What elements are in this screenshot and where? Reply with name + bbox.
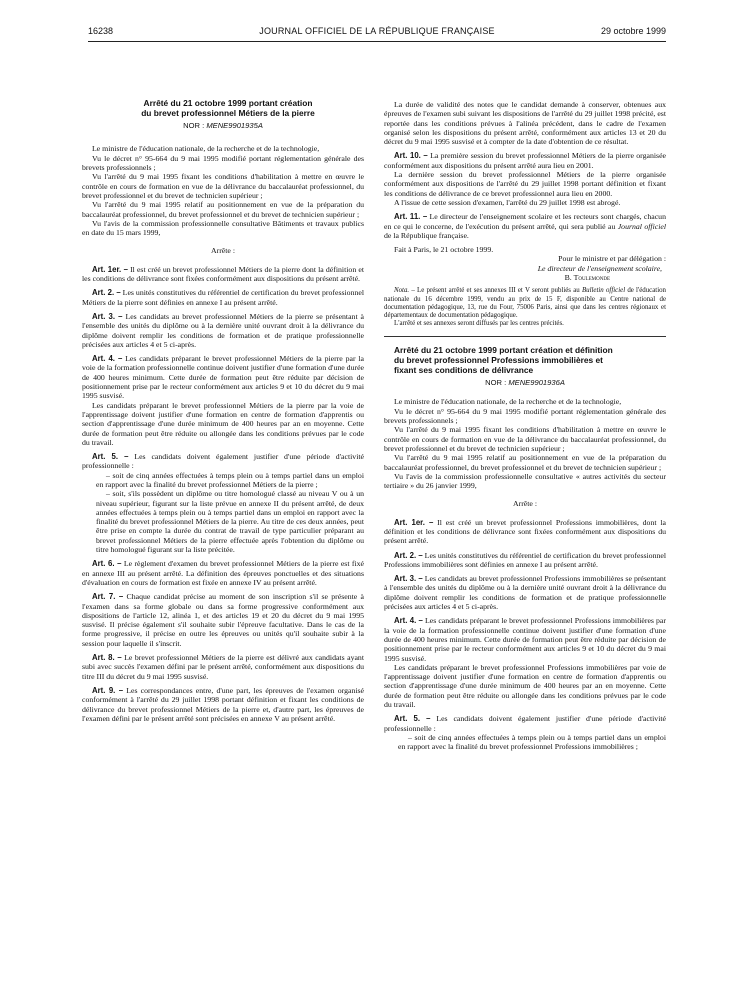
journal-title: JOURNAL OFFICIEL DE LA RÉPUBLIQUE FRANÇAISE (259, 26, 495, 36)
preamble-paragraph: Vu l'arrêté du 9 mai 1995 relatif au positionnement en vue de la préparation du baccalauréat professionnel, du brevet professionnel et du brevet de technicien supérieur ; (384, 453, 666, 472)
article-label: Art. 5. – (394, 714, 431, 724)
body-paragraph: Les candidats préparant le brevet professionnel Professions immobilières par voie de l'apprentissage doivent justifier d'une formation en centre de formation d'apprentis ou section d'apprentissage d'une durée minimum de 400 heures par an en moyenne. Cette durée de formation peut être réduite ou allongée dans les conditions prévues par le code du travail. (384, 662, 666, 710)
preamble-paragraph: Vu le décret n° 95-664 du 9 mai 1995 modifié portant réglementation générale des brevets professionnels ; (384, 406, 666, 426)
article-label: Art. 3. – (92, 311, 123, 321)
article-paragraph: Art. 6. – Le règlement d'examen du brevet professionnel Métiers de la pierre est fixé en annexe III au présent arrêté. La définition des épreuves ponctuelles et des situations d'évaluation en cours de formation est fixée en annexe IV au présent arrêté. (82, 559, 364, 587)
article-paragraph: Art. 11. – Le directeur de l'enseignement scolaire et les recteurs sont chargés, chacun en ce qui le concerne, de l'exécution du présent arrêté, qui sera publié au Journal officiel de la République française. (384, 212, 666, 240)
journal-officiel-ref: Journal officiel (617, 221, 666, 231)
article-label: Art. 4. – (394, 616, 423, 626)
section-divider (384, 336, 666, 337)
right-column (384, 100, 666, 752)
body-paragraph: La dernière session du brevet professionnel Métiers de la pierre organisée conformément aux dispositions de l'arrêté du 29 juillet 1998 portant définition et fixant les conditions de délivrance de ce brevet professionnel aura lieu en 2000. (384, 170, 666, 198)
place-date: Fait à Paris, le 21 octobre 1999. (394, 245, 494, 255)
decree-title-line: fixant ses conditions de délivrance (394, 364, 534, 375)
preamble-paragraph: Le ministre de l'éducation nationale, de la recherche et de la technologie, (92, 144, 320, 154)
article-paragraph: Art. 5. – Les candidats doivent également justifier d'une période d'activité professionnelle : (384, 714, 666, 733)
arrete-heading: Arrête : (210, 246, 236, 256)
article-paragraph: Art. 1er. – Il est créé un brevet professionnel Métiers de la pierre dont la définition et les conditions de délivrance sont fixées conformément aux dispositions du présent arrêté. (82, 264, 364, 284)
header-rule (88, 41, 666, 42)
dash-item: – soit de cinq années effectuées à temps plein ou à temps partiel dans un emploi en rapport avec la finalité du brevet professionnel Professions immobilières ; (398, 732, 666, 752)
body-paragraph: A l'issue de cette session d'examen, l'arrêté du 29 juillet 1998 est abrogé. (394, 197, 621, 207)
article-paragraph: Art. 5. – Les candidats doivent également justifier d'une période d'activité professionnelle : (82, 452, 364, 471)
preamble-paragraph: Le ministre de l'éducation nationale, de la recherche et de la technologie, (394, 397, 622, 407)
article-label: Art. 6. – (92, 559, 122, 569)
article-paragraph: Art. 2. – Les unités constitutives du référentiel de certification du brevet professionnel Professions immobilières sont définies en annexe I au présent arrêté. (384, 550, 666, 569)
nota-paragraph: L'arrêté et ses annexes seront diffusés par les centres précités. (394, 320, 564, 328)
article-paragraph: Art. 4. – Les candidats préparant le brevet professionnel Métiers de la pierre par la voie de la formation professionnelle continue doivent justifier d'une formation d'une durée de 400 heures minimum. Cette durée de formation peut être réduite par décision de positionnement prise par le recteur conformément aux articles 9 et 10 du décret du 9 mai 1995 susvisé. (82, 354, 364, 401)
signature-delegation: Pour le ministre et par délégation : (558, 254, 666, 264)
preamble-paragraph: Vu le décret n° 95-664 du 9 mai 1995 modifié portant réglementation générale des brevets professionnels ; (82, 153, 364, 173)
preamble-paragraph: Vu l'avis de la commission professionnelle consultative « autres activités du secteur tertiaire » du 26 janvier 1999, (384, 471, 666, 491)
article-label: Art. 2. – (394, 550, 423, 560)
nota-paragraph: Nota. – Le présent arrêté et ses annexes III et V seront publiés au Bulletin officiel de l'éducation nationale du 16 décembre 1999, vendu au prix de 15 F, disponible au Centre national de documentation pédagogique, 13, rue du Four, 75006 Paris, ainsi que dans les centres régionaux et départementaux de documentation pédagogique. (384, 287, 666, 319)
article-paragraph: Art. 2. – Les unités constitutives du référentiel de certification du brevet professionnel Métiers de la pierre sont définies en annexe I au présent arrêté. (82, 288, 364, 307)
dash-item: – soit, s'ils possèdent un diplôme ou titre homologué classé au niveau V ou à un niveau supérieur, figurant sur la liste prévue en annexe II du présent arrêté, de deux années effectuées à temps plein ou à temps partiel dans un emploi en rapport avec la finalité du brevet professionnel Métiers de la pierre. Au titre de ces deux années, peut être prise en compte la durée du contrat de travail de type particulier préparant au brevet professionnel Métiers de la pierre effectuée après l'obtention du diplôme ou titre homologué figurant sur la liste précitée. (96, 489, 364, 555)
article-label: Art. 2. – (92, 288, 121, 298)
decree-title-line: du brevet professionnel Professions immobilières et (394, 354, 603, 365)
page-header (88, 26, 666, 40)
signature-name: B. Toulemonde (564, 273, 610, 283)
article-label: Art. 4. – (92, 354, 123, 364)
signature-title: Le directeur de l'enseignement scolaire, (537, 263, 662, 273)
dash-item: – soit de cinq années effectuées à temps plein ou à temps partiel dans un emploi en rapport avec la finalité du brevet professionnel Métiers de la pierre ; (96, 470, 364, 489)
article-paragraph: Art. 8. – Le brevet professionnel Métiers de la pierre est délivré aux candidats ayant subi avec succès l'examen défini par le présent arrêté, conformément aux dispositions du titre III du décret du 9 mai 1995 susvisé. (82, 653, 364, 681)
article-label: Art. 1er. – (92, 264, 128, 274)
article-paragraph: Art. 10. – La première session du brevet professionnel Métiers de la pierre organisée conformément aux dispositions du présent arrêté aura lieu en 2001. (384, 151, 666, 170)
decree-title-line: Arrêté du 21 octobre 1999 portant création (143, 98, 313, 108)
issue-date: 29 octobre 1999 (600, 26, 666, 36)
article-paragraph: Art. 1er. – Il est créé un brevet professionnel Professions immobilières, dont la définition et les conditions de délivrance sont fixées conformément aux dispositions du présent arrêté. (384, 517, 666, 546)
article-label: Art. 10. – (394, 151, 428, 161)
article-paragraph: Art. 3. – Les candidats au brevet professionnel Professions immobilières se présentant à l'ensemble des unités du diplôme ou à la dernière unité ouvrant droit à la délivrance du diplôme doivent remplir les conditions de formation et de pratique professionnelle précisées aux articles 4 et 5 ci-après. (384, 574, 666, 612)
article-label: Art. 9. – (92, 685, 124, 695)
preamble-paragraph: Vu l'arrêté du 9 mai 1995 fixant les conditions d'habilitation à mettre en œuvre le contrôle en cours de formation en vue de la délivrance du baccalauréat professionnel, du brevet professionnel et du brevet de technicien supérieur ; (82, 172, 364, 200)
article-paragraph: Art. 4. – Les candidats préparant le brevet professionnel Professions immobilières par la voie de la formation professionnelle continue doivent justifier d'une formation d'une durée de 400 heures minimum. Cette durée de formation peut être réduite par décision de positionnement prise par le recteur conformément aux articles 9 et 10 du décret du 9 mai 1995 susvisé. (384, 616, 666, 663)
nota-label: Nota. (394, 287, 410, 295)
body-paragraph: Les candidats préparant le brevet professionnel Métiers de la pierre par la voie de l'apprentissage doivent justifier d'une formation en centre de formation d'apprentis ou section d'apprentissage d'une durée minimum de 400 heures par an en moyenne. Cette durée de formation peut être réduite ou allongée dans les conditions prévues par le code du travail. (82, 400, 364, 447)
bulletin-officiel-ref: Bulletin officiel (581, 287, 626, 295)
article-label: Art. 11. – (394, 212, 428, 222)
article-label: Art. 1er. – (394, 517, 434, 527)
nor-reference: NOR : MENE9901935A (183, 121, 263, 131)
decree-title-line: du brevet professionnel Métiers de la pierre (141, 107, 315, 118)
article-paragraph: Art. 3. – Les candidats au brevet professionnel Métiers de la pierre se présentant à l'ensemble des unités du diplôme ou à la dernière unité ouvrant droit à la délivrance du diplôme doivent remplir les conditions de formation et de pratique professionnelle précisées aux articles 4 et 5 ci-après. (82, 311, 364, 349)
arrete-heading: Arrête : (512, 499, 538, 509)
article-paragraph: Art. 9. – Les correspondances entre, d'une part, les épreuves de l'examen organisé conformément à l'arrêté du 29 juillet 1998 portant définition et fixant les conditions de délivrance du brevet professionnel Métiers de la pierre et, d'autre part, les épreuves de l'examen défini par le présent arrêté sont précisées en annexe V au présent arrêté. (82, 685, 364, 723)
article-paragraph: Art. 7. – Chaque candidat précise au moment de son inscription s'il se présente à l'examen dans sa forme globale ou dans sa forme progressive conformément aux dispositions de l'article 12, alinéa 1, et des articles 19 et 20 du décret du 9 mai 1995 susvisé. Il précise également s'il souhaite subir l'épreuve facultative. Dans le cas de la forme progressive, il précise en outre les épreuves ou unités qu'il souhaite subir à la session pour laquelle il s'inscrit. (82, 592, 364, 648)
decree-title-line: Arrêté du 21 octobre 1999 portant création et définition (394, 345, 613, 356)
article-label: Art. 8. – (92, 653, 122, 663)
body-paragraph: La durée de validité des notes que le candidat demande à conserver, obtenues aux épreuves de l'examen subi suivant les dispositions de l'arrêté du 29 juillet 1998 précité, est reportée dans les conditions prévues à l'alinéa précédent, dans le cadre de l'examen organisé selon les dispositions du présent arrêté, conformément aux articles 13 et 20 du décret du 9 mai 1995 susvisé et à compter de la date d'obtention de ce résultat. (384, 100, 666, 147)
page-number: 16238 (88, 26, 114, 36)
article-label: Art. 7. – (92, 592, 124, 602)
preamble-paragraph: Vu l'arrêté du 9 mai 1995 fixant les conditions d'habilitation à mettre en œuvre le contrôle en cours de formation en vue de la délivrance du baccalauréat professionnel, du brevet professionnel et du brevet de technicien supérieur ; (384, 425, 666, 453)
left-column (82, 99, 364, 723)
preamble-paragraph: Vu l'arrêté du 9 mai 1995 relatif au positionnement en vue de la préparation du baccalauréat professionnel, du brevet professionnel et du brevet de technicien supérieur ; (82, 200, 364, 219)
article-label: Art. 3. – (394, 574, 423, 584)
nor-code: MENE9901936A (508, 378, 565, 388)
preamble-paragraph: Vu l'avis de la commission professionnelle consultative Bâtiments et travaux publics en date du 15 mars 1999, (82, 218, 364, 238)
article-label: Art. 5. – (92, 452, 129, 462)
nor-code: MENE9901935A (206, 121, 263, 131)
nor-reference: NOR : MENE9901936A (485, 378, 565, 388)
